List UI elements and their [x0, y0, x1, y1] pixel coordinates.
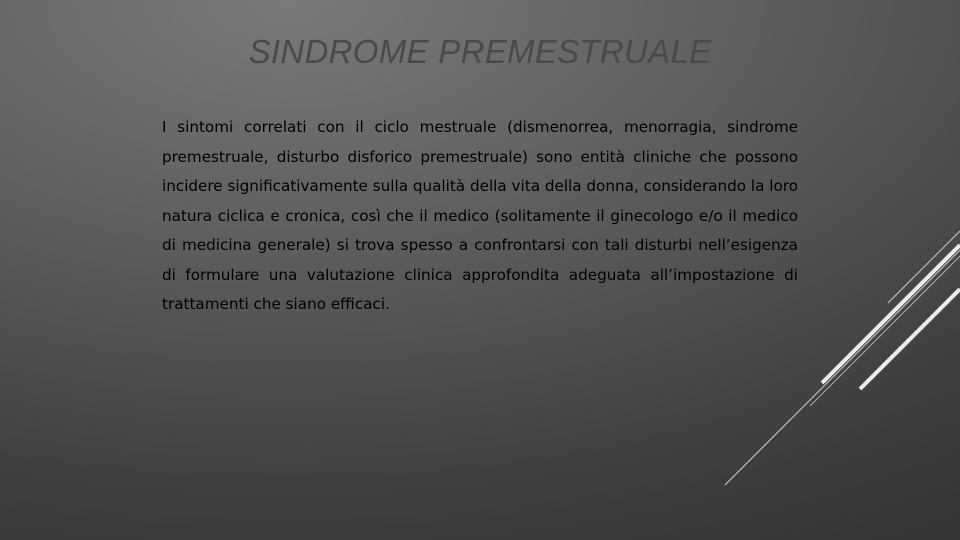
decor-line-thin-mid [810, 256, 960, 406]
slide-title: SINDROME PREMESTRUALE [248, 33, 712, 70]
decor-line-thick-right [860, 289, 960, 389]
slide-body-text: I sintomi correlati con il ciclo mestruale (dismenorrea, menorragia, sindrome premestruale, disturbo disforico premestruale) sono entità cliniche che possono incidere significativamente sulla qualità della vita della donna, considerando la loro natura ciclica e cronica, così che il medico (solitamente il ginecologo e/o il medico di medicina generale) si trova spesso a confrontarsi con tali disturbi nell’esigenza di formulare una valutazione clinica approfondita adeguata all’impostazione di trattamenti che siano efficaci. [162, 118, 798, 313]
decor-line-thin-long [725, 250, 960, 485]
decor-line-thick-left [822, 245, 960, 383]
